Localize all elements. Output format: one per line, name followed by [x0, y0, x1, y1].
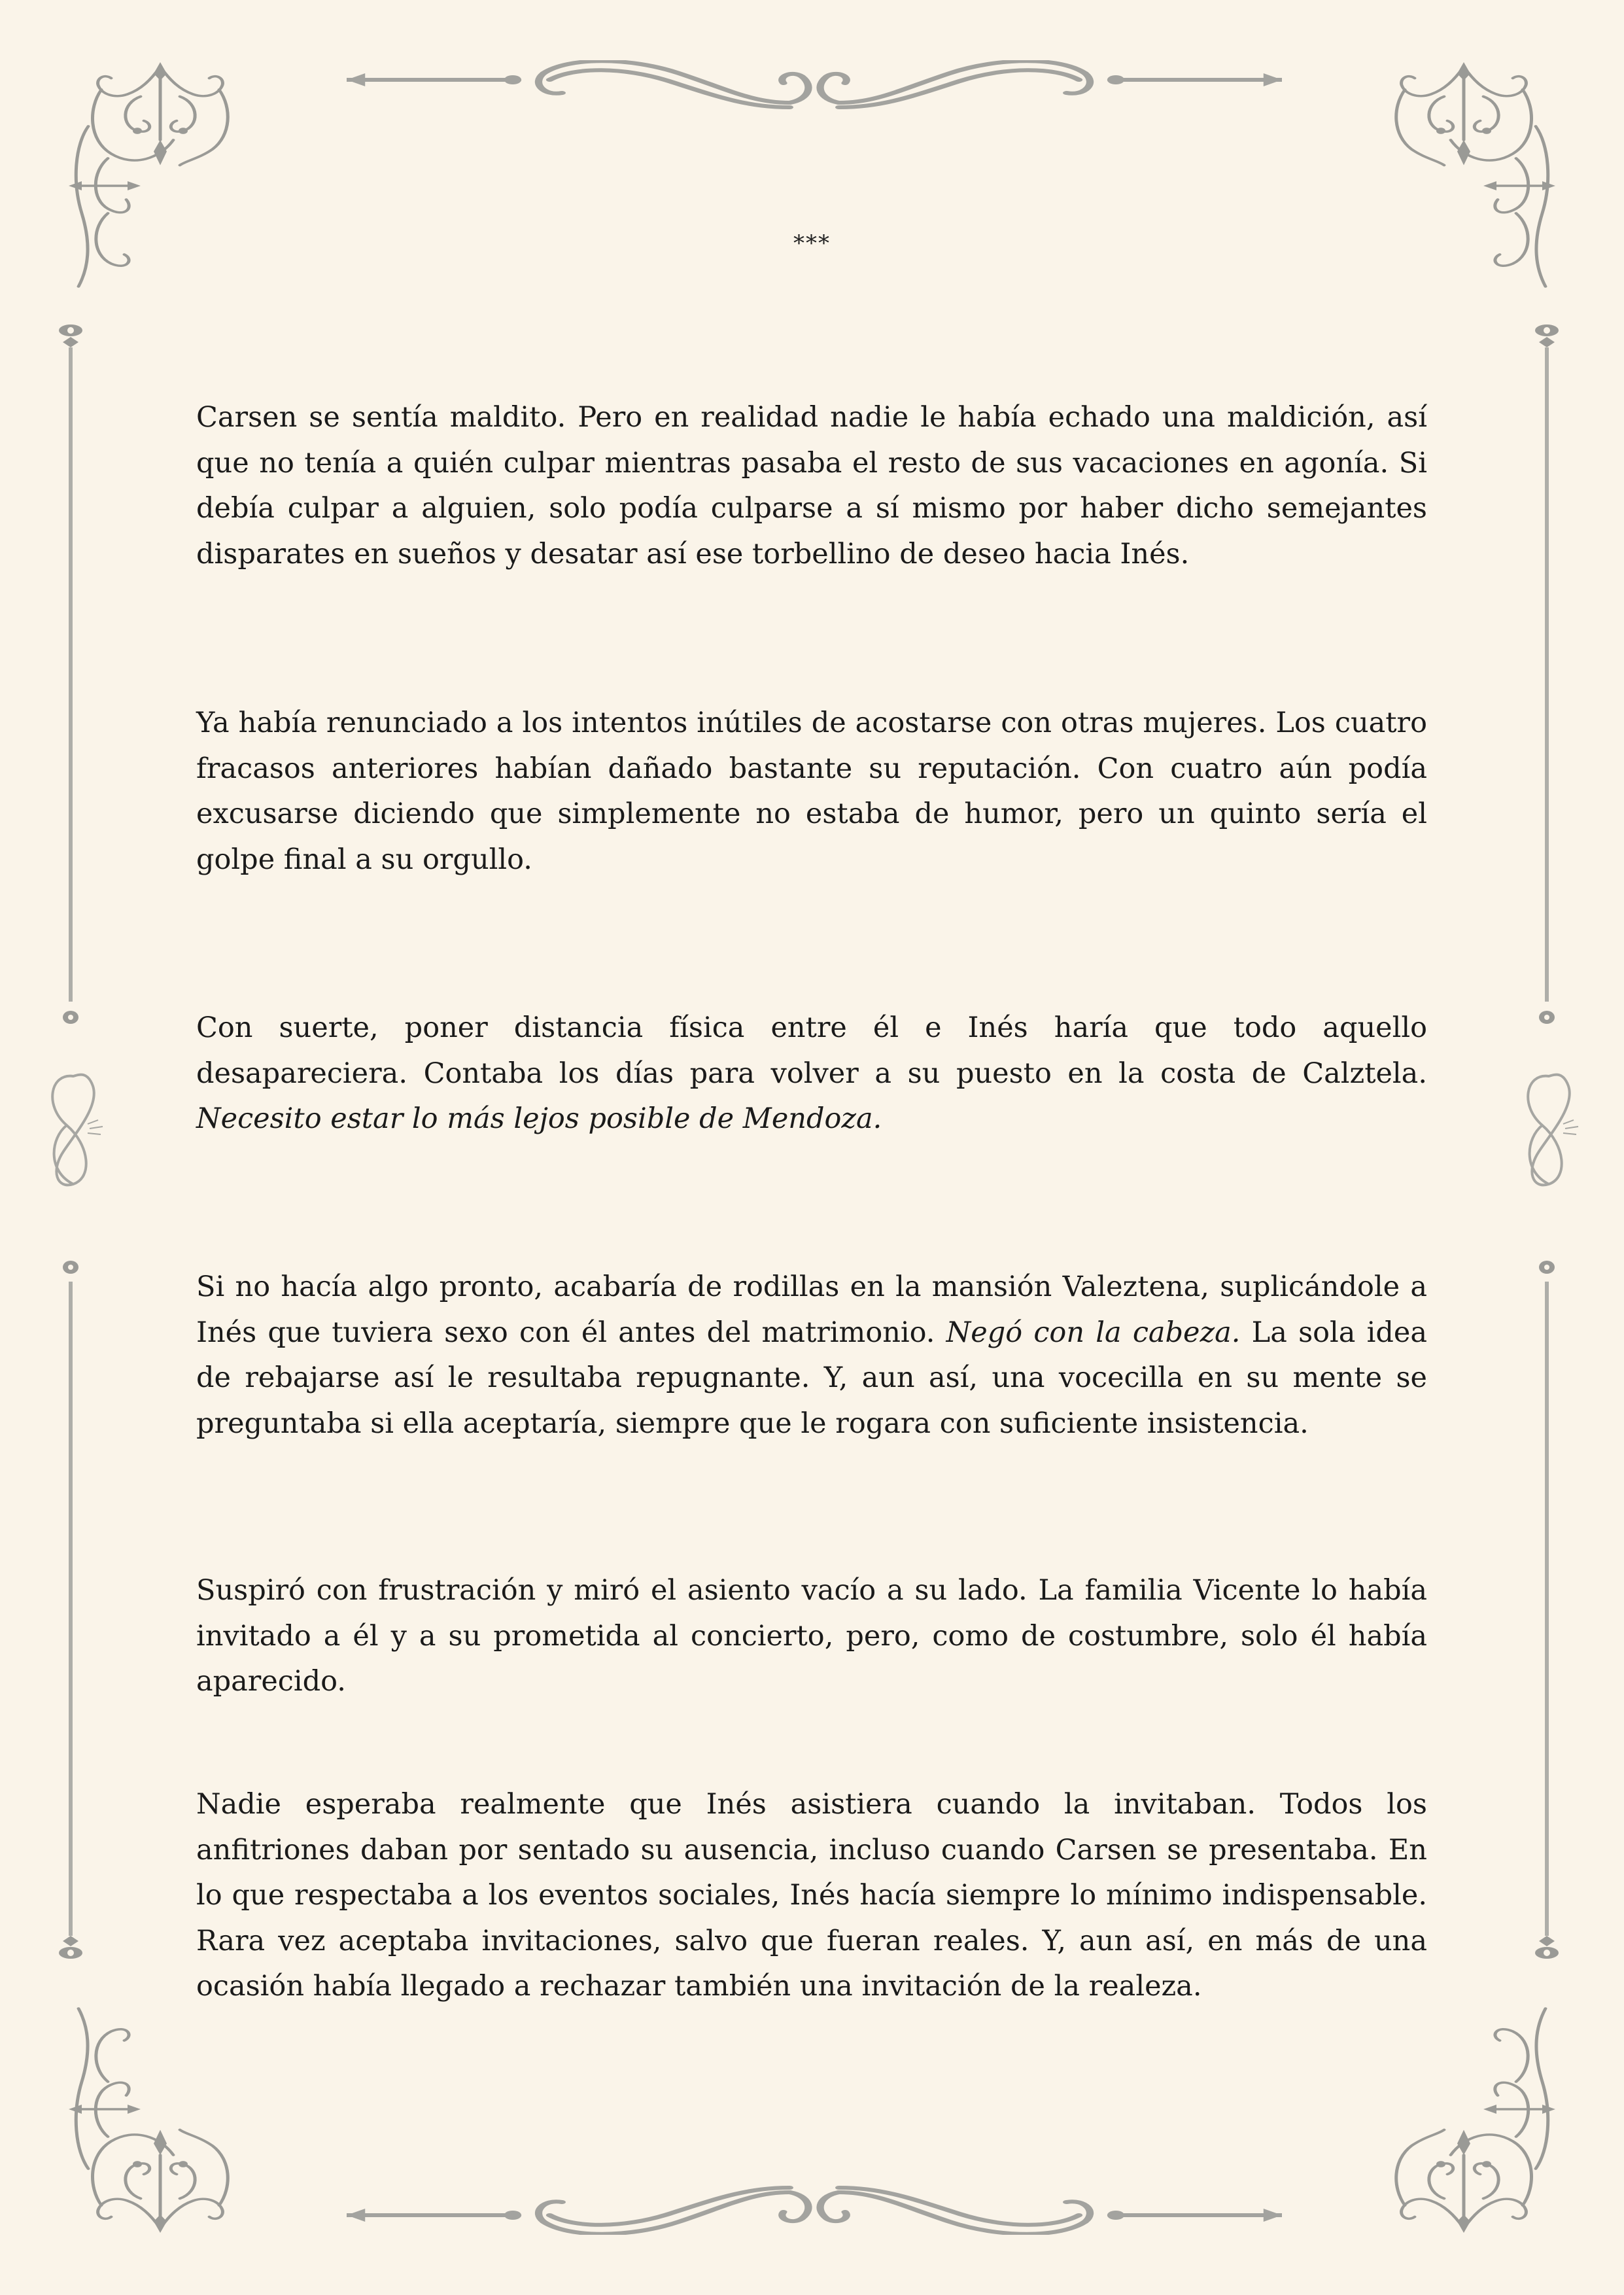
corner-flourish-top-left	[62, 62, 232, 291]
italic-action: Negó con la cabeza.	[946, 1316, 1241, 1349]
paragraph-1	[196, 395, 1427, 577]
bottom-center-scroll	[347, 2182, 1282, 2235]
corner-flourish-top-right	[1392, 62, 1562, 291]
paragraph-text: La sola idea de rebajarse así le resultaba repugnante. Y, aun así, una vocecilla en su mente se preguntaba si ella aceptaría, siempre que le rogara con suficiente insistencia.	[196, 1316, 1427, 1440]
paragraph-5	[196, 1568, 1427, 1705]
corner-flourish-bottom-left	[62, 2004, 232, 2233]
left-border-bar-lower	[58, 1253, 84, 1959]
left-infinity-knot	[47, 1066, 106, 1191]
paragraph-4	[196, 1265, 1427, 1446]
paragraph-text: Nadie esperaba realmente que Inés asistiera cuando la invitaban. Todos los anfitriones daban por sentado su ausencia, incluso cuando Carsen se presentaba. En lo que respectaba a los eventos sociales, Inés hacía siempre lo mínimo indispensable. Rara vez aceptaba invitaciones, salvo que fueran reales. Y, aun así, en más de una ocasión había llegado a rechazar también una invitación de la realeza.	[196, 1788, 1427, 2003]
paragraph-2	[196, 701, 1427, 883]
italic-thought: Necesito estar lo más lejos posible de Mendoza.	[196, 1102, 882, 1135]
paragraph-text: Si no hacía algo pronto, acabaría de rodillas en la mansión Valeztena, suplicándole a Inés que tuviera sexo con él antes del matrimonio.	[196, 1270, 1427, 1349]
top-center-scroll	[347, 60, 1282, 113]
right-border-bar-upper	[1534, 324, 1560, 1030]
paragraph-text: Ya había renunciado a los intentos inútiles de acostarse con otras mujeres. Los cuatro fracasos anteriores habían dañado bastante su reputación. Con cuatro aún podía excusarse diciendo que simplemente no estaba de humor, pero un quinto sería el golpe final a su orgullo.	[196, 707, 1427, 876]
paragraph-text: Suspiró con frustración y miró el asiento vacío a su lado. La familia Vicente lo había invitado a él y a su prometida al concierto, pero, como de costumbre, solo él había aparecido.	[196, 1574, 1427, 1698]
left-border-bar-upper	[58, 324, 84, 1030]
paragraph-text: Carsen se sentía maldito. Pero en realidad nadie le había echado una maldición, así que no tenía a quién culpar mientras pasaba el resto de sus vacaciones en agonía. Si debía culpar a alguien, solo podía culparse a sí mismo por haber dicho semejantes disparates en sueños y desatar así ese torbellino de deseo hacia Inés.	[196, 401, 1427, 570]
corner-flourish-bottom-right	[1392, 2004, 1562, 2233]
paragraph-3	[196, 1006, 1427, 1142]
right-infinity-knot	[1523, 1066, 1581, 1191]
paragraph-6	[196, 1782, 1427, 2010]
right-border-bar-lower	[1534, 1253, 1560, 1959]
scene-break-separator: ***	[793, 230, 831, 256]
paragraph-text: Con suerte, poner distancia física entre él e Inés haría que todo aquello desapareciera. Contaba los días para volver a su puesto en la costa de Calztela.	[196, 1011, 1427, 1090]
